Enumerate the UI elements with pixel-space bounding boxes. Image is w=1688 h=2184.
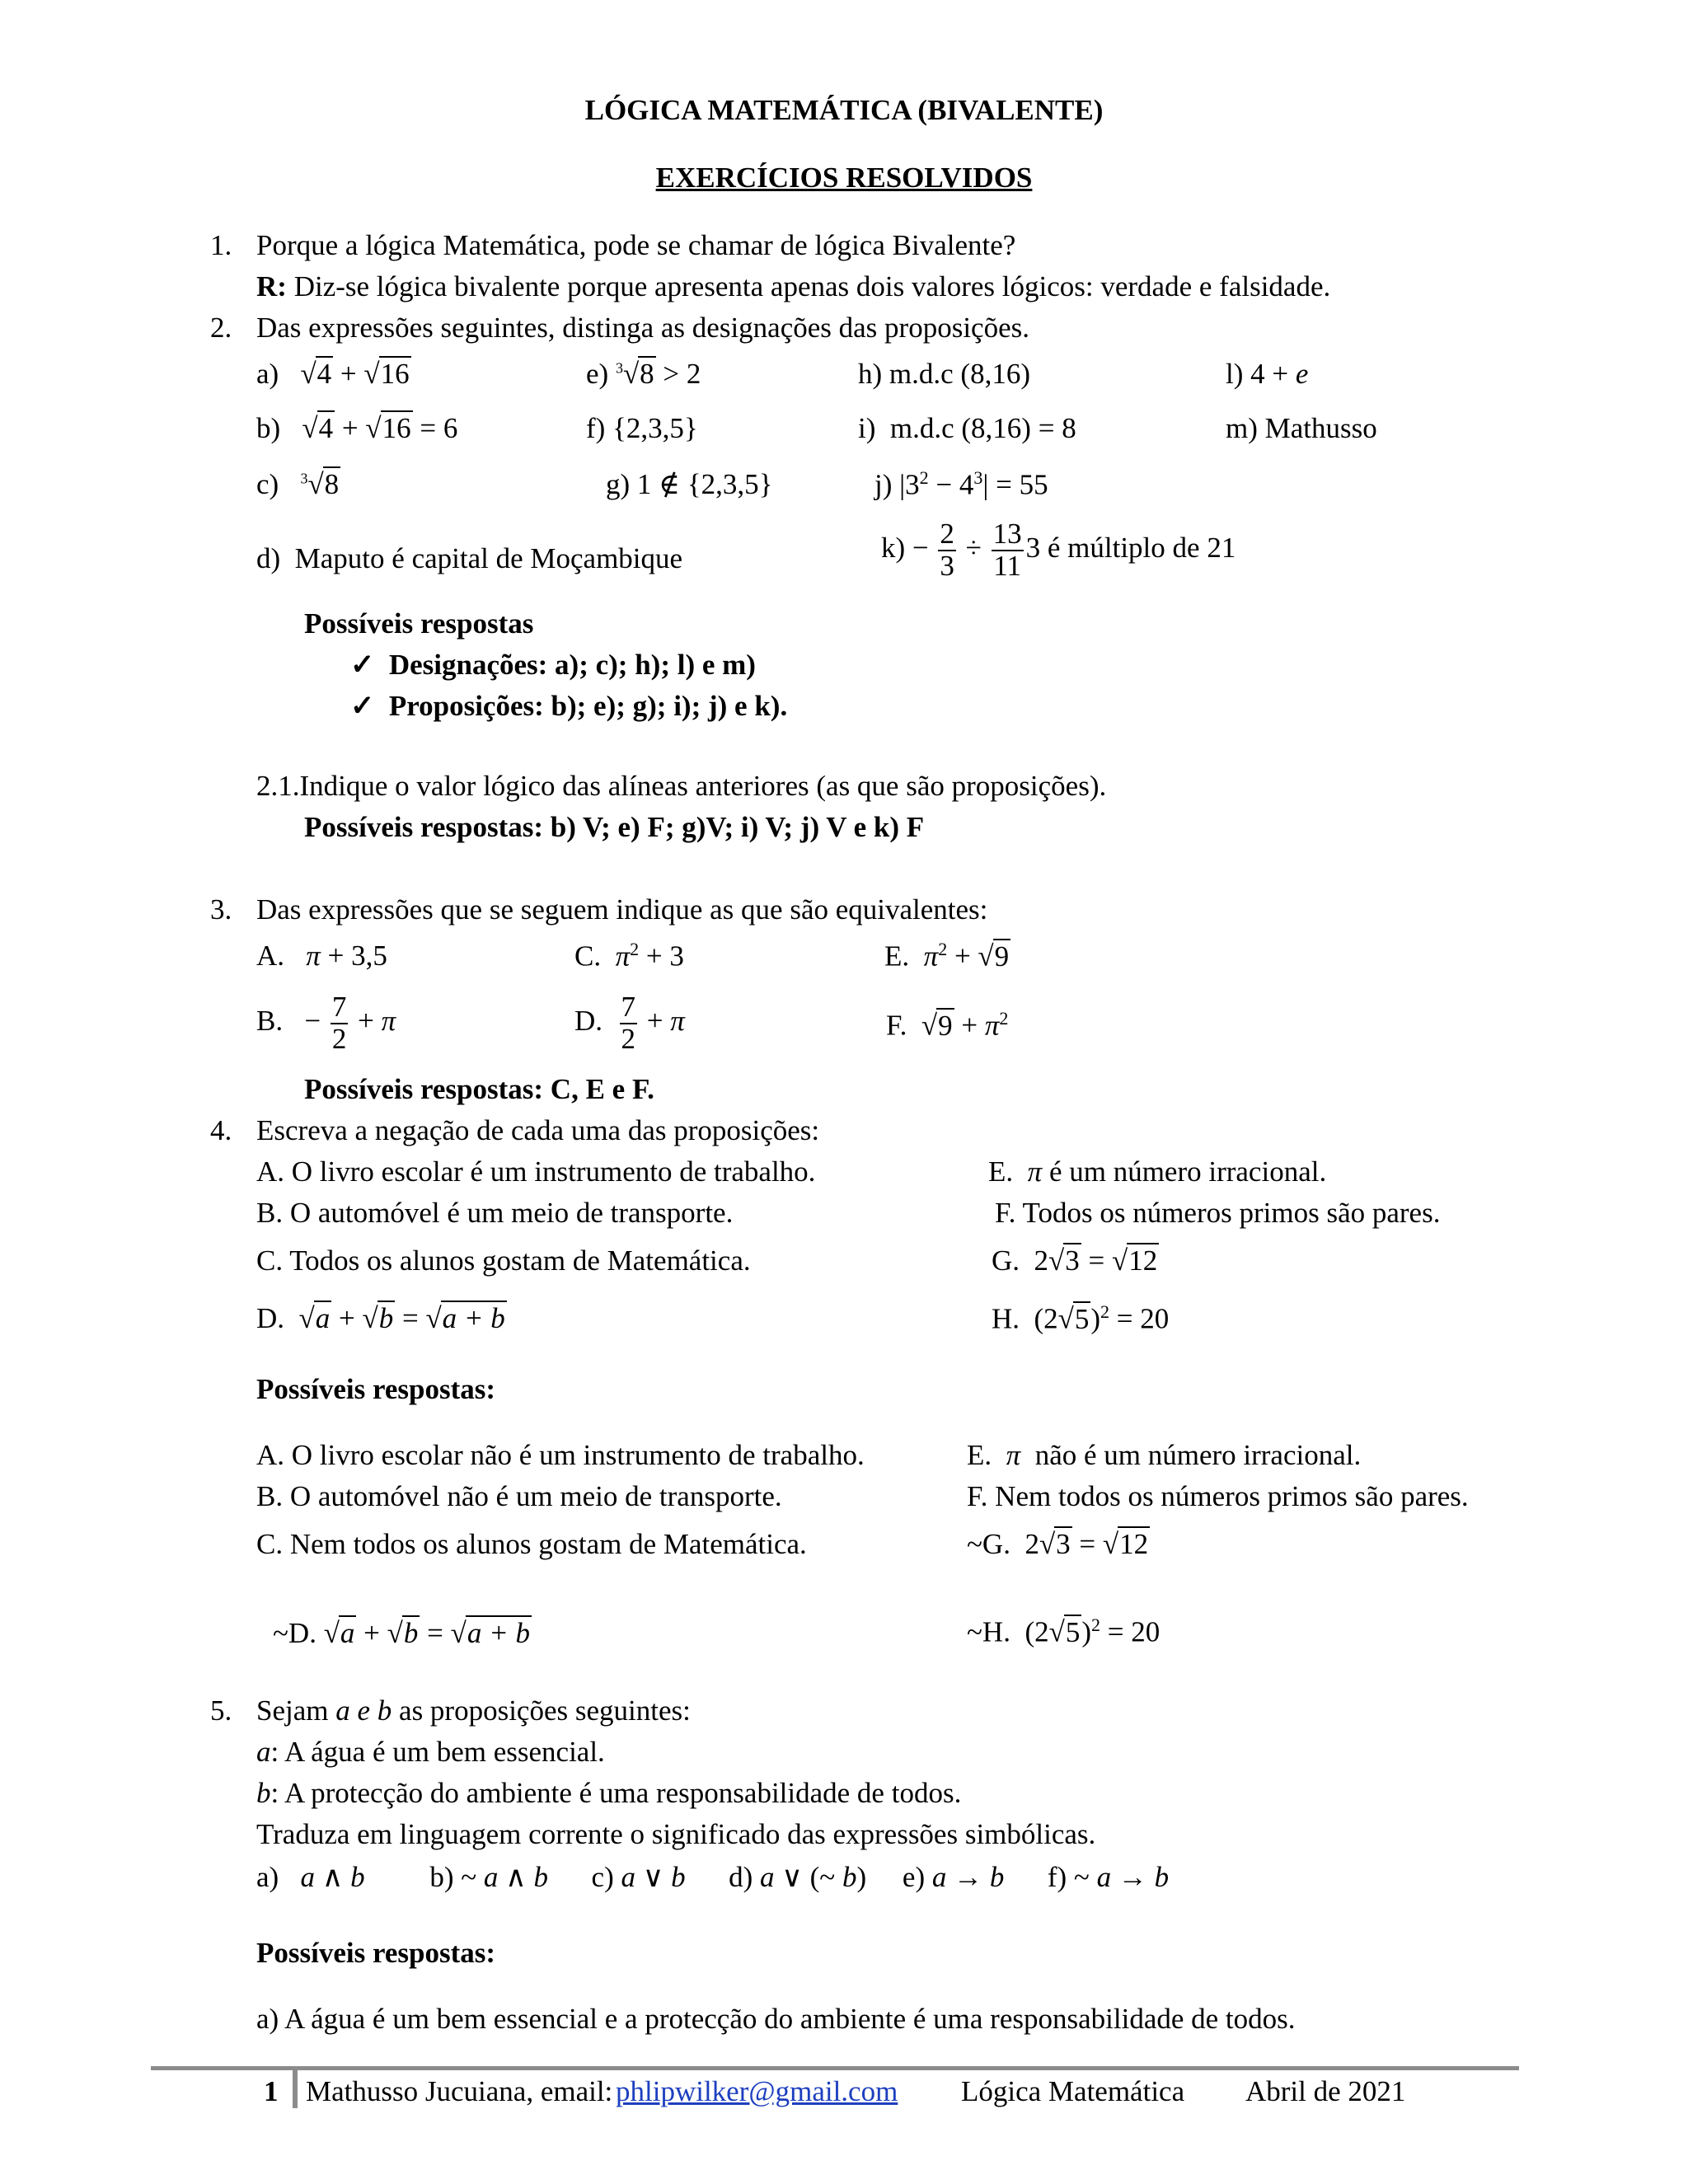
q3-question: Das expressões que se seguem indique as que são equivalentes: — [256, 893, 988, 926]
q3-answer: Possíveis respostas: C, E e F. — [304, 1073, 654, 1105]
q2-question: Das expressões seguintes, distinga as designações das proposições. — [256, 312, 1029, 344]
q2-item-f: f) {2,3,5} — [586, 412, 698, 444]
footer-page-number: 1 — [264, 2075, 279, 2107]
q2-item-j: j) $|3^2 - 4^3| = 55$ — [874, 467, 1048, 501]
q4-neg-F: F. Nem todos os números primos são pares. — [967, 1480, 1469, 1512]
q4-number: 4. — [210, 1114, 232, 1146]
q3-item-A: A. π + 3,5 — [256, 940, 387, 972]
q4-item-F: F. Todos os números primos são pares. — [995, 1197, 1441, 1229]
q5-answer-a: a) A água é um bem essencial e a protecção do ambiente é uma responsabilidade de todos. — [256, 2003, 1296, 2035]
q4-neg-H: ~H. $(2√5)^2 = 20$ — [967, 1615, 1160, 1648]
footer-subject: Lógica Matemática — [961, 2075, 1185, 2107]
q5-expressions: a) a ∧ b b) ~ a ∧ b c) a ∨ b d) a ∨ (~ b) e) a → b f) ~ a → b — [256, 1861, 1170, 1893]
q2-item-i: i) m.d.c (8,16) = 8 — [858, 412, 1076, 444]
q4-item-H: H. $(2√5)^2 = 20$ — [992, 1301, 1170, 1335]
q2-answer-designations: ✓ Designações: a); c); h); l) e m) — [350, 649, 756, 681]
q5-intro: Sejam a e b as proposições seguintes: — [256, 1694, 691, 1727]
q2-1-question: 2.1.Indique o valor lógico das alíneas anteriores (as que são proposições). — [256, 770, 1107, 802]
q4-item-D: D. √a + √b = √a + b — [256, 1302, 505, 1334]
q3-item-F: F. $√9 + \pi^2$ — [886, 1008, 1009, 1042]
q2-item-d: d) Maputo é capital de Moçambique — [256, 542, 683, 574]
page-title: LÓGICA MATEMÁTICA (BIVALENTE) — [584, 94, 1104, 126]
q4-question: Escreva a negação de cada uma das proposições: — [256, 1114, 820, 1146]
q3-item-C: C. $\pi^2 + 3$ — [574, 939, 684, 972]
q4-item-G: G. 2√3 = √12 — [992, 1244, 1158, 1277]
footer-date: Abril de 2021 — [1245, 2075, 1406, 2107]
q4-neg-D: ~D. √a + √b = √a + b — [273, 1617, 530, 1649]
q4-item-B: B. O automóvel é um meio de transporte. — [256, 1197, 734, 1229]
q2-item-m: m) Mathusso — [1226, 412, 1377, 444]
check-icon: ✓ — [350, 649, 375, 681]
q2-item-b: b) √4 + √16 = 6 — [256, 412, 458, 444]
footer-page-separator — [293, 2069, 298, 2108]
q2-answer-propositions: ✓ Proposições: b); e); g); i); j) e k). — [350, 690, 788, 722]
q5-def-a: a: A água é um bem essencial. — [256, 1736, 605, 1768]
q2-item-a: a) √4 + √16 — [256, 358, 410, 390]
q2-1-answer: Possíveis respostas: b) V; e) F; g)V; i) V; j) V e k) F — [304, 811, 925, 843]
q4-neg-G: ~G. 2√3 = √12 — [967, 1528, 1149, 1560]
footer-author: Mathusso Jucuiana, email: — [306, 2075, 613, 2107]
check-icon: ✓ — [350, 690, 375, 722]
q2-answers-heading: Possíveis respostas — [304, 607, 534, 640]
q2-item-g: g) 1 ∉ {2,3,5} — [606, 468, 773, 500]
q3-item-E: E. $\pi^2 + √9$ — [884, 939, 1010, 972]
q5-instruction: Traduza em linguagem corrente o significado das expressões simbólicas. — [256, 1818, 1096, 1850]
q4-neg-B: B. O automóvel não é um meio de transporte. — [256, 1480, 782, 1512]
q4-neg-C: C. Nem todos os alunos gostam de Matemática. — [256, 1528, 807, 1560]
q2-item-h: h) m.d.c (8,16) — [858, 358, 1030, 390]
q3-item-D: D. $\frac{7}{2}$ + π — [574, 991, 685, 1055]
q2-item-e: e) $^3$√8 > 2 — [586, 358, 701, 390]
q5-answers-heading: Possíveis respostas: — [256, 1937, 496, 1969]
q4-item-A: A. O livro escolar é um instrumento de trabalho. — [256, 1155, 816, 1188]
q3-item-B: B. − $\frac{7}{2}$ + π — [256, 991, 396, 1055]
q1-question: Porque a lógica Matemática, pode se chamar de lógica Bivalente? — [256, 229, 1016, 261]
footer-divider — [151, 2066, 1519, 2070]
q4-answers-heading: Possíveis respostas: — [256, 1373, 496, 1405]
q4-neg-A: A. O livro escolar não é um instrumento de trabalho. — [256, 1439, 865, 1471]
q5-number: 5. — [210, 1694, 232, 1727]
footer-email-link[interactable]: phlipwilker@gmail.com — [616, 2075, 898, 2107]
q4-item-E: E. π é um número irracional. — [988, 1155, 1327, 1188]
q2-item-c: c) $^3$√8 — [256, 468, 340, 500]
q1-number: 1. — [210, 229, 232, 261]
page-subtitle: EXERCÍCIOS RESOLVIDOS — [655, 162, 1033, 194]
q4-item-C: C. Todos os alunos gostam de Matemática. — [256, 1244, 751, 1277]
q2-item-l: l) 4 + e — [1226, 358, 1309, 390]
q2-item-k: k) − $\frac{2}{3}$ ÷ $\frac{13}{11}$ 3 é múltiplo de 21 — [881, 518, 1236, 582]
q1-answer: R: Diz-se lógica bivalente porque apresenta apenas dois valores lógicos: verdade e falsidade. — [256, 270, 1331, 302]
q2-number: 2. — [210, 312, 232, 344]
q5-def-b: b: A protecção do ambiente é uma responsabilidade de todos. — [256, 1777, 962, 1809]
q4-neg-E: E. π não é um número irracional. — [967, 1439, 1362, 1471]
q3-number: 3. — [210, 893, 232, 926]
